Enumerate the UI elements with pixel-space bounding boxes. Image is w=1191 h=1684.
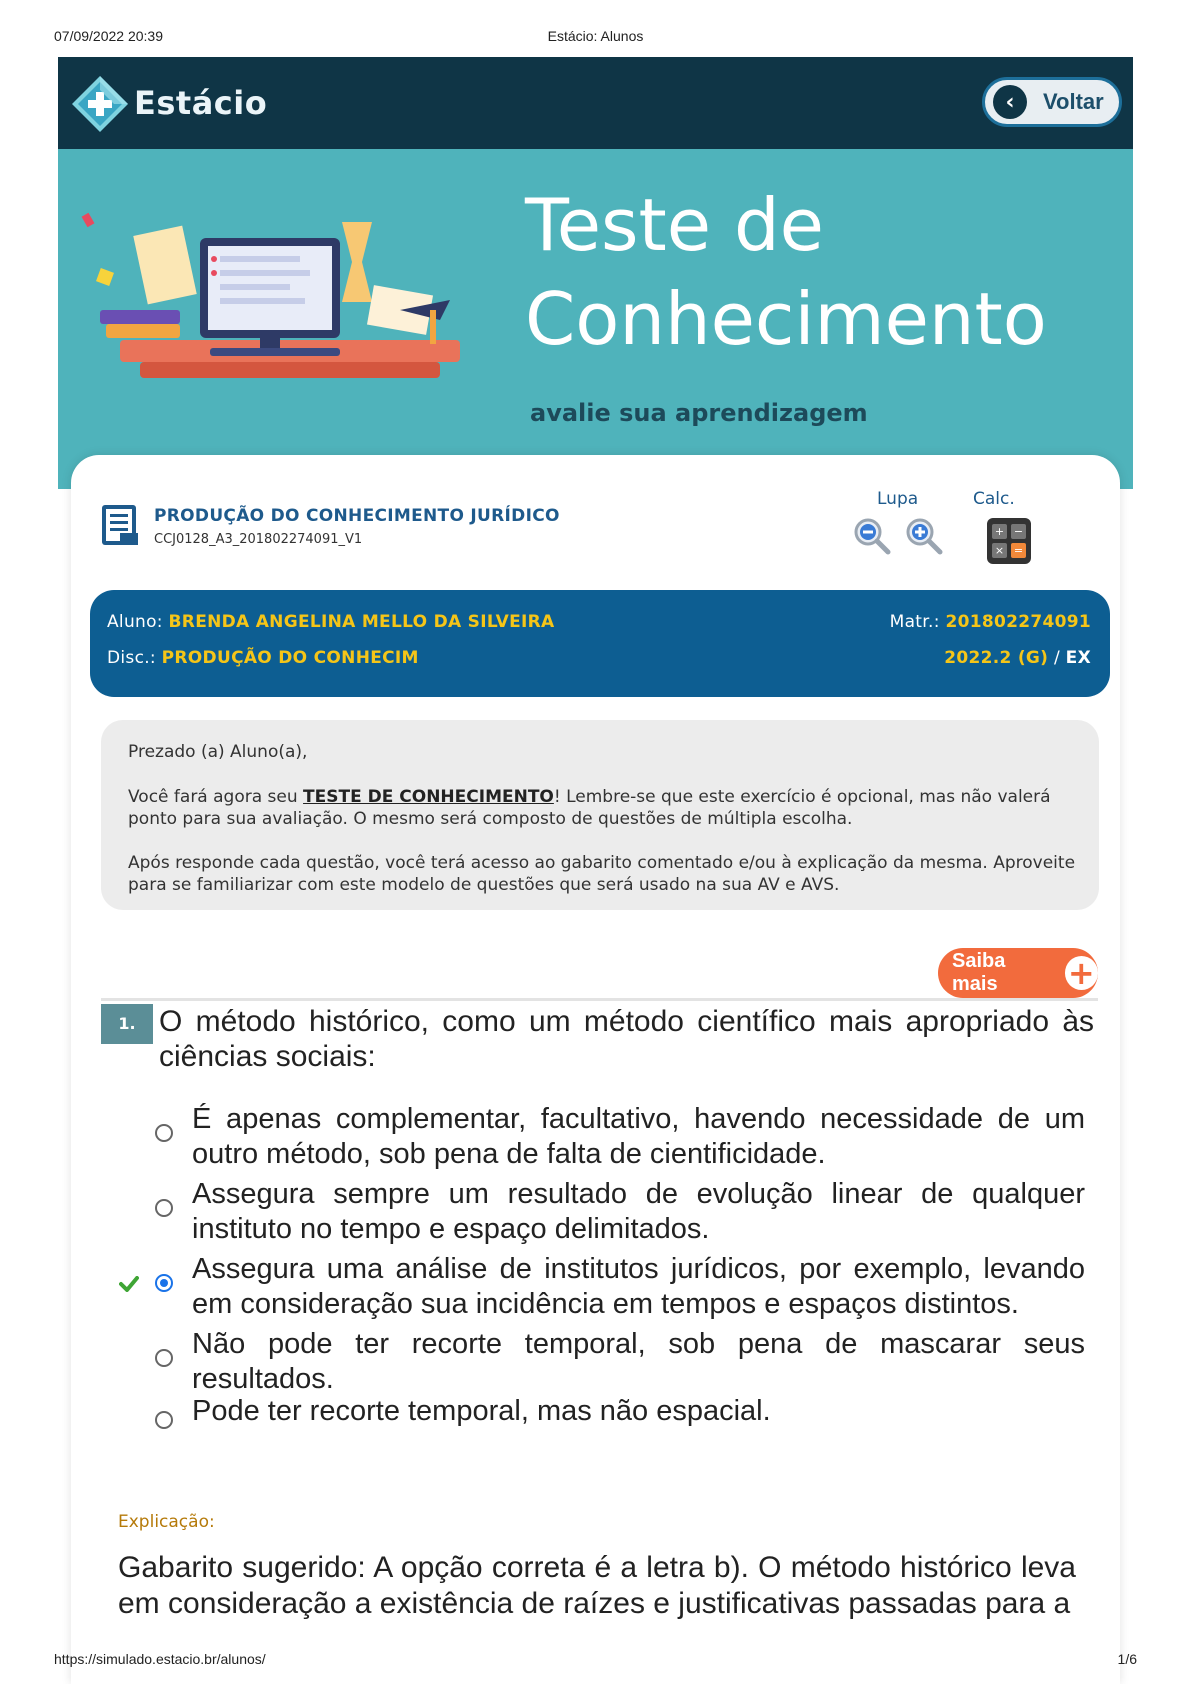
explanation-label: Explicação: — [118, 1512, 215, 1532]
radio-button[interactable] — [155, 1349, 173, 1367]
notice-p1-strong: TESTE DE CONHECIMENTO — [303, 787, 554, 807]
chevron-left-icon: ‹ — [993, 85, 1027, 119]
mode-value: EX — [1065, 648, 1091, 668]
answer-option-text: Pode ter recorte temporal, mas não espacial. — [192, 1395, 771, 1427]
zoom-in-icon[interactable] — [904, 516, 944, 556]
question-text: O método histórico, como um método científico mais apropriado às ciências sociais: — [159, 1005, 1094, 1073]
print-datetime: 07/09/2022 20:39 — [54, 28, 163, 44]
plus-icon: + — [1065, 956, 1098, 990]
notice-p1-after: ! Lembre-se que este exercício é opcional, mas não valerá ponto para sua avaliação. O mesmo será composto de questões de múltipla escolha. — [128, 787, 1051, 829]
discipline-row — [107, 648, 419, 668]
question-number: 1. — [101, 1004, 153, 1044]
banner-title: Teste de Conhecimento — [525, 183, 1047, 361]
discipline-name: PRODUÇÃO DO CONHECIM — [161, 648, 419, 668]
banner-subtitle: avalie sua aprendizagem — [530, 399, 868, 427]
answer-option-text: É apenas complementar, facultativo, havendo necessidade de um outro método, sob pena de falta de cientificidade. — [192, 1103, 1085, 1170]
document-icon — [100, 503, 140, 547]
course-code: CCJ0128_A3_201802274091_V1 — [154, 532, 363, 547]
explanation-text: Gabarito sugerido: A opção correta é a letra b). O método histórico leva em consideração a existência de raízes e justificativas passadas para a — [118, 1551, 1076, 1620]
enrollment-row — [890, 612, 1091, 632]
notice-greeting: Prezado (a) Aluno(a), — [128, 742, 308, 762]
notice-paragraph-1 — [128, 786, 1078, 830]
course-title: PRODUÇÃO DO CONHECIMENTO JURÍDICO — [154, 506, 560, 526]
enrollment-number: 201802274091 — [945, 612, 1091, 632]
term-separator: / — [1048, 648, 1066, 668]
divider — [101, 998, 1098, 1001]
zoom-out-icon[interactable] — [852, 516, 892, 556]
notice-paragraph-2: Após responde cada questão, você terá acesso ao gabarito comentado e/ou à explicação da mesma. Aproveite para se familiarizar com este modelo de questões que será usado na sua AV e AVS. — [128, 853, 1076, 895]
saiba-mais-label: Saiba mais — [952, 950, 1006, 995]
estacio-logo-icon[interactable] — [70, 74, 130, 134]
radio-button[interactable] — [155, 1199, 173, 1217]
answer-option-text: Assegura uma análise de institutos jurídicos, por exemplo, levando em consideração sua incidência em tempos e espaços distintos. — [192, 1253, 1085, 1320]
back-button-label: Voltar — [1043, 89, 1104, 114]
back-button[interactable] — [982, 77, 1122, 127]
study-illustration-icon — [80, 210, 500, 410]
print-header — [54, 28, 1137, 48]
print-url: https://simulado.estacio.br/alunos/ — [54, 1651, 266, 1667]
print-page-number: 1/6 — [1117, 1651, 1137, 1667]
term-value: 2022.2 (G) — [944, 648, 1049, 668]
answer-option-text: Assegura sempre um resultado de evolução linear de qualquer instituto no tempo e espaço delimitados. — [192, 1178, 1085, 1245]
notice-p1-before: Você fará agora seu — [128, 787, 304, 807]
answer-option-text: Não pode ter recorte temporal, sob pena de mascarar seus resultados. — [192, 1328, 1085, 1395]
student-name: BRENDA ANGELINA MELLO DA SILVEIRA — [168, 612, 555, 632]
radio-button[interactable] — [155, 1124, 173, 1142]
enrollment-label: Matr.: — [889, 612, 946, 632]
radio-button-selected[interactable] — [155, 1274, 173, 1292]
print-footer — [54, 1651, 1137, 1671]
discipline-label: Disc.: — [107, 648, 162, 668]
radio-button[interactable] — [155, 1411, 173, 1429]
student-name-label: Aluno: — [107, 612, 169, 632]
checkmark-icon — [119, 1276, 139, 1292]
calculator-icon[interactable]: + − × = — [987, 518, 1031, 564]
lupa-label: Lupa — [877, 489, 919, 509]
instructions-notice — [101, 720, 1099, 910]
saiba-mais-button[interactable] — [938, 948, 1098, 998]
print-page-title: Estácio: Alunos — [547, 28, 644, 44]
student-name-row — [107, 612, 554, 632]
logo-text: Estácio — [134, 84, 268, 122]
calc-label: Calc. — [973, 489, 1015, 509]
term-row — [944, 648, 1091, 668]
student-info-box — [90, 590, 1110, 697]
